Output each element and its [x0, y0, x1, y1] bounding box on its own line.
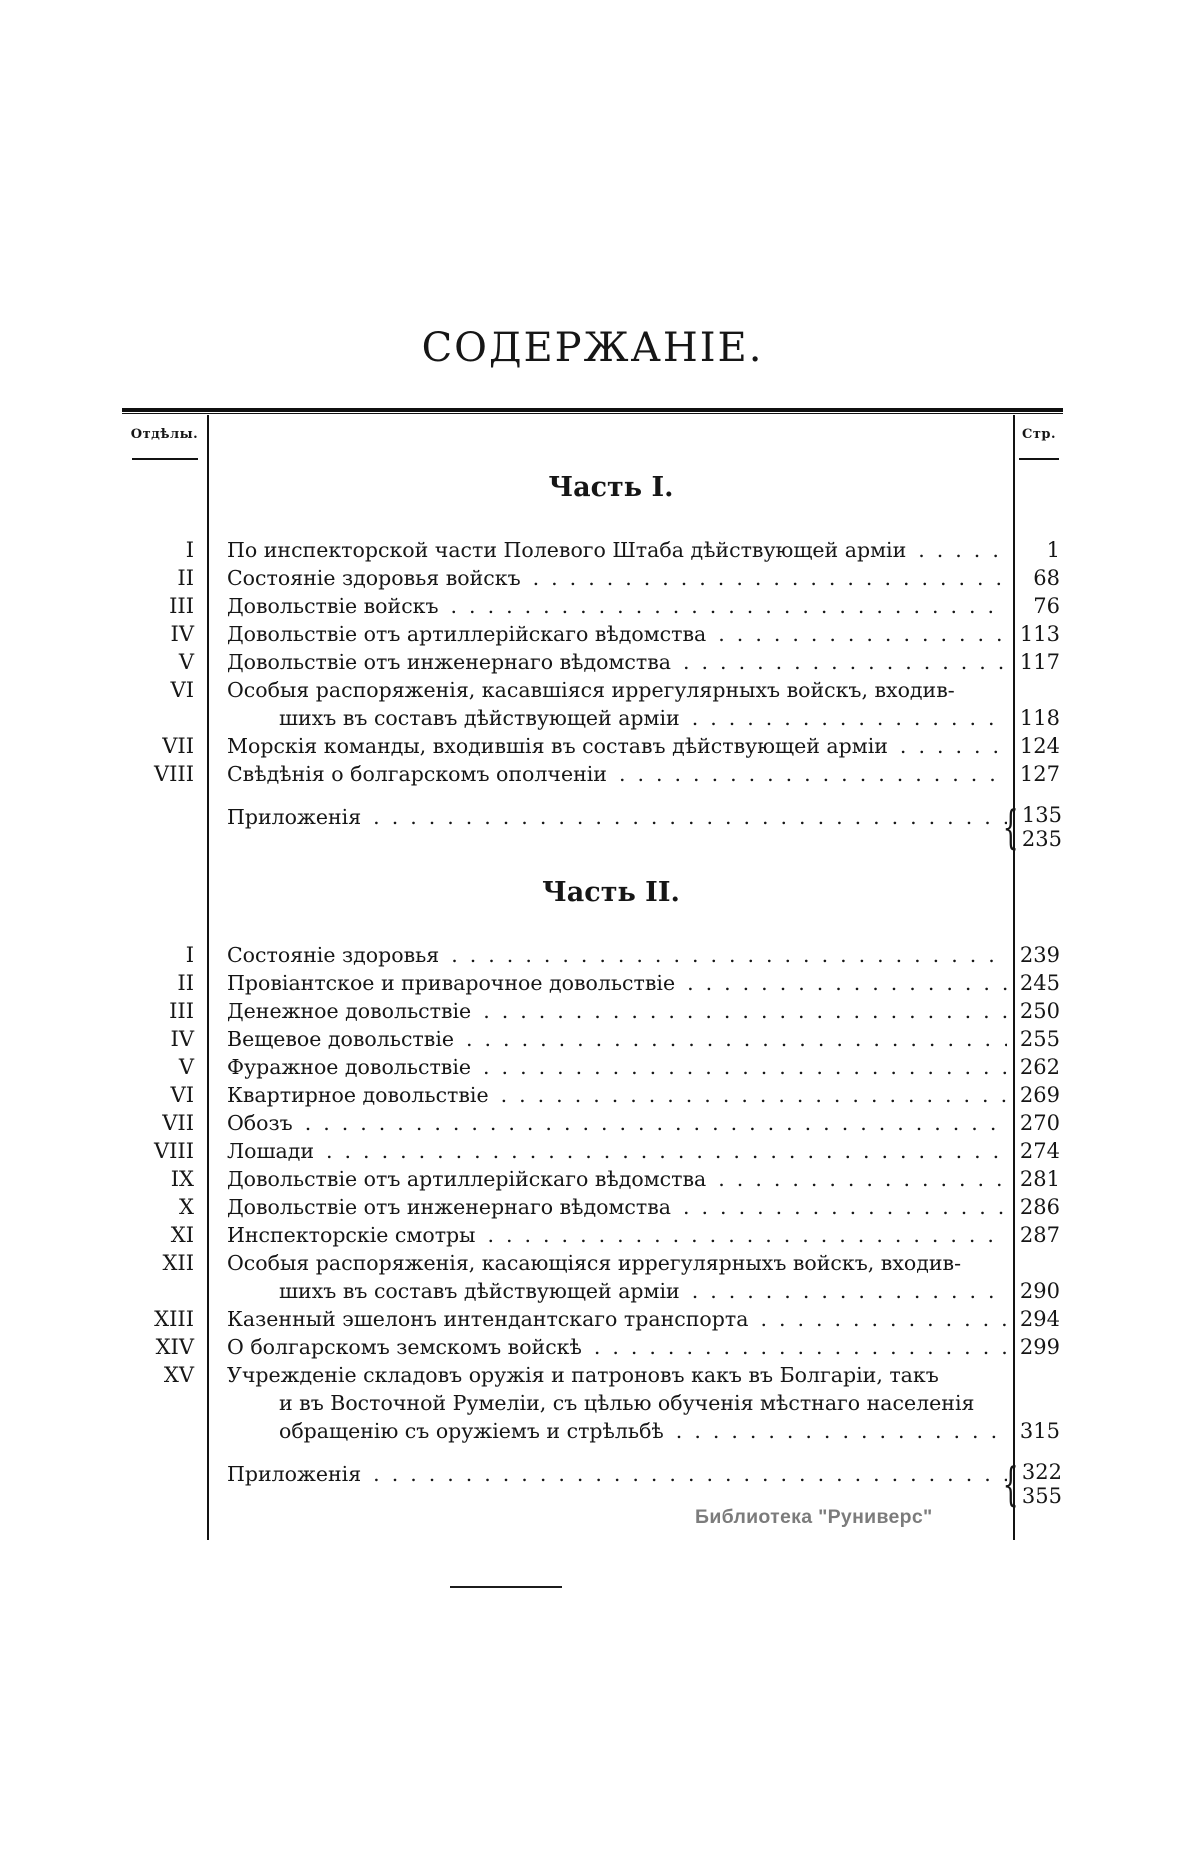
section-numeral: VIII	[153, 1139, 194, 1163]
section-numeral: XIII	[154, 1307, 194, 1331]
entry-text: Свѣдѣнія о болгарскомъ ополченіи	[227, 762, 607, 786]
entry-text: Довольствіе отъ артиллерійскаго вѣдомства	[227, 1167, 707, 1191]
entry-text: Казенный эшелонъ интендантскаго транспорта	[227, 1307, 749, 1331]
entry-title	[207, 969, 1015, 997]
toc-row	[122, 1109, 1063, 1137]
entry-text: Инспекторскіе смотры	[227, 1223, 476, 1247]
page-number: 315	[1019, 1419, 1060, 1443]
dot-leader	[439, 941, 1007, 969]
page-number-group	[1022, 1460, 1062, 1508]
dot-leader	[671, 648, 1007, 676]
entry-text: Провіантское и приварочное довольствіе	[227, 971, 676, 995]
entry-line	[227, 1081, 1007, 1109]
entry-title	[207, 1361, 1015, 1445]
entry-line	[227, 564, 1007, 592]
entry-title	[207, 1305, 1015, 1333]
page-number: 299	[1019, 1335, 1060, 1359]
entry-title	[207, 676, 1015, 732]
section-numeral: IV	[170, 622, 194, 646]
section-numeral: XIV	[155, 1335, 194, 1359]
entry-text: Морскія команды, входившія въ составъ дѣйствующей арміи	[227, 734, 888, 758]
page-number-cell	[1002, 800, 1063, 854]
entry-text: обращенію съ оружіемъ и стрѣльбѣ	[279, 1419, 664, 1443]
page-header-underline	[1019, 458, 1059, 460]
page-number: 287	[1019, 1223, 1060, 1247]
entry-text: Обозъ	[227, 1111, 293, 1135]
entry-line: Особыя распоряженія, касающіяся иррегулярныхъ войскъ, входив-	[227, 1251, 961, 1275]
page-number-cell	[1002, 1457, 1063, 1511]
section-numeral: III	[169, 999, 194, 1023]
entry-title	[207, 1081, 1015, 1109]
page-brace: {	[1002, 800, 1019, 854]
toc-row	[122, 620, 1063, 648]
page-number: 239	[1019, 943, 1060, 967]
section-numeral: X	[179, 1195, 194, 1219]
page-number: 117	[1019, 650, 1060, 674]
entry-title	[207, 1333, 1015, 1361]
dot-leader	[680, 1277, 1007, 1305]
toc-row	[122, 1193, 1063, 1221]
entry-text: Состояніе здоровья войскъ	[227, 566, 521, 590]
page-brace: {	[1002, 1457, 1019, 1511]
entry-line	[227, 760, 1007, 788]
entry-title	[207, 1109, 1015, 1137]
entry-text: шихъ въ составъ дѣйствующей арміи	[279, 1279, 680, 1303]
toc-row	[122, 800, 1063, 854]
entry-text: шихъ въ составъ дѣйствующей арміи	[279, 706, 680, 730]
entry-line	[227, 997, 1007, 1025]
entry-title	[207, 1193, 1015, 1221]
entry-line	[227, 1165, 1007, 1193]
toc-row	[122, 1081, 1063, 1109]
page-number: 294	[1019, 1307, 1060, 1331]
entry-title	[207, 1249, 1015, 1305]
dot-leader	[361, 803, 1007, 831]
entry-line	[227, 803, 1007, 831]
entry-line	[227, 969, 1007, 997]
section-numeral: XV	[163, 1363, 194, 1387]
dot-leader	[293, 1109, 1007, 1137]
toc-row	[122, 1333, 1063, 1361]
toc-row	[122, 1305, 1063, 1333]
entry-title	[207, 592, 1015, 620]
toc-row	[122, 969, 1063, 997]
section-numeral: VI	[170, 1083, 194, 1107]
section-numeral: VII	[162, 734, 194, 758]
table-vertical-rule-right	[1013, 415, 1015, 1540]
entry-title	[207, 1053, 1015, 1081]
section-numeral: V	[178, 1055, 194, 1079]
entry-line	[227, 1025, 1007, 1053]
toc-row	[122, 648, 1063, 676]
section-numeral: III	[169, 594, 194, 618]
section-end-divider	[450, 1586, 562, 1588]
page-number: 124	[1019, 734, 1060, 758]
entry-title	[207, 1221, 1015, 1249]
entry-text: Довольствіе отъ артиллерійскаго вѣдомства	[227, 622, 707, 646]
dot-leader	[439, 592, 1007, 620]
entry-title	[207, 1460, 1015, 1488]
toc-row	[122, 676, 1063, 732]
entry-text: Приложенія	[227, 1462, 362, 1486]
toc-row	[122, 941, 1063, 969]
dot-leader	[471, 1053, 1007, 1081]
page-number: 76	[1033, 594, 1060, 618]
page-number: 135	[1021, 803, 1062, 827]
entry-line	[227, 1277, 1007, 1305]
entry-title	[207, 1137, 1015, 1165]
library-watermark: Библиотека "Руниверс"	[695, 1506, 933, 1528]
dot-leader	[748, 1305, 1007, 1333]
page-number-group	[1022, 803, 1062, 851]
section-numeral: IV	[170, 1027, 194, 1051]
section-numeral: VII	[162, 1111, 194, 1135]
section-numeral: I	[185, 538, 194, 562]
entry-line	[227, 1417, 1007, 1445]
section-numeral: XII	[162, 1251, 194, 1275]
page-number: 262	[1019, 1055, 1060, 1079]
sections-header-underline	[132, 458, 198, 460]
entry-title	[207, 997, 1015, 1025]
entry-text: Довольствіе отъ инженернаго вѣдомства	[227, 650, 672, 674]
page-number: 68	[1033, 566, 1060, 590]
dot-leader	[475, 1221, 1007, 1249]
entry-text: Квартирное довольствіе	[227, 1083, 489, 1107]
part-heading: Часть I.	[548, 472, 674, 503]
toc-row	[122, 1165, 1063, 1193]
entry-title	[207, 620, 1015, 648]
dot-leader	[361, 1460, 1007, 1488]
entry-title	[207, 1165, 1015, 1193]
toc-row	[122, 760, 1063, 788]
section-numeral: VI	[170, 678, 194, 702]
page-content	[122, 0, 1063, 1588]
entry-line	[227, 1109, 1007, 1137]
dot-leader	[706, 620, 1007, 648]
entry-title	[207, 648, 1015, 676]
entry-text: Лошади	[227, 1139, 315, 1163]
entry-line	[227, 1333, 1007, 1361]
page-number: 113	[1019, 622, 1060, 646]
dot-leader	[888, 732, 1007, 760]
section-numeral: IX	[170, 1167, 194, 1191]
toc-table	[122, 408, 1063, 1540]
entry-title	[207, 732, 1015, 760]
dot-leader	[471, 997, 1007, 1025]
dot-leader	[314, 1137, 1007, 1165]
toc-row	[122, 732, 1063, 760]
section-numeral: V	[178, 650, 194, 674]
entry-title	[207, 941, 1015, 969]
entry-line	[227, 592, 1007, 620]
part-heading: Часть II.	[542, 877, 680, 908]
entry-line: Особыя распоряженія, касавшіяся иррегулярныхъ войскъ, входив-	[227, 678, 955, 702]
toc-row	[122, 592, 1063, 620]
sections-column-header	[122, 427, 207, 460]
entry-line	[227, 648, 1007, 676]
dot-leader	[582, 1333, 1007, 1361]
dot-leader	[906, 536, 1007, 564]
dot-leader	[664, 1417, 1007, 1445]
dot-leader	[706, 1165, 1007, 1193]
toc-row	[122, 1025, 1063, 1053]
entry-line	[227, 704, 1007, 732]
entry-text: Приложенія	[227, 805, 362, 829]
table-vertical-rule-left	[207, 415, 209, 1540]
toc-parts	[122, 472, 1063, 1511]
toc-row	[122, 1361, 1063, 1445]
entry-text: По инспекторской части Полевого Штаба дѣйствующей арміи	[227, 538, 907, 562]
entry-text: Денежное довольствіе	[227, 999, 472, 1023]
page-number: 286	[1019, 1195, 1060, 1219]
section-numeral: VIII	[153, 762, 194, 786]
dot-leader	[454, 1025, 1007, 1053]
dot-leader	[521, 564, 1007, 592]
page-number: 290	[1019, 1279, 1060, 1303]
entry-line	[227, 732, 1007, 760]
entry-line	[227, 1137, 1007, 1165]
toc-row	[122, 1137, 1063, 1165]
entry-line	[227, 1193, 1007, 1221]
page-column-header	[1015, 427, 1063, 460]
page-number: 270	[1019, 1111, 1060, 1135]
dot-leader	[607, 760, 1007, 788]
entry-title	[207, 760, 1015, 788]
page-number: 118	[1019, 706, 1060, 730]
entry-title	[207, 536, 1015, 564]
entry-title	[207, 803, 1015, 831]
entry-text: Фуражное довольствіе	[227, 1055, 472, 1079]
sections-column-label: Отдѣлы.	[130, 427, 199, 442]
section-numeral: II	[177, 971, 194, 995]
entry-line	[227, 1053, 1007, 1081]
entry-title	[207, 1025, 1015, 1053]
dot-leader	[680, 704, 1007, 732]
page-number: 235	[1021, 827, 1062, 851]
entry-text: О болгарскомъ земскомъ войскѣ	[227, 1335, 582, 1359]
entry-line	[227, 1305, 1007, 1333]
title-column-header	[207, 427, 1015, 460]
section-numeral: I	[185, 943, 194, 967]
entry-line	[227, 536, 1007, 564]
toc-row	[122, 536, 1063, 564]
page-title: СОДЕРЖАНІЕ.	[421, 325, 764, 371]
entry-text: Довольствіе войскъ	[227, 594, 439, 618]
entry-text: Вещевое довольствіе	[227, 1027, 455, 1051]
page-number: 322	[1021, 1460, 1062, 1484]
toc-row	[122, 1457, 1063, 1511]
dot-leader	[489, 1081, 1007, 1109]
section-numeral: XI	[170, 1223, 194, 1247]
page-number: 255	[1019, 1027, 1060, 1051]
section-numeral: II	[177, 566, 194, 590]
toc-row	[122, 564, 1063, 592]
page-number: 274	[1019, 1139, 1060, 1163]
entry-line	[227, 1460, 1007, 1488]
page-number: 245	[1019, 971, 1060, 995]
page-number: 355	[1021, 1484, 1062, 1508]
page-number: 250	[1019, 999, 1060, 1023]
toc-row	[122, 1249, 1063, 1305]
page-number: 281	[1019, 1167, 1060, 1191]
toc-row	[122, 1053, 1063, 1081]
page-number: 1	[1046, 538, 1060, 562]
entry-line: и въ Восточной Румеліи, съ цѣлью обученія мѣстнаго населенія	[279, 1391, 975, 1415]
page-column-label: Стр.	[1021, 427, 1057, 442]
dot-leader	[675, 969, 1007, 997]
entry-line	[227, 941, 1007, 969]
entry-text: Состояніе здоровья	[227, 943, 440, 967]
entry-title	[207, 564, 1015, 592]
table-header-row	[122, 414, 1063, 460]
entry-line	[227, 620, 1007, 648]
dot-leader	[671, 1193, 1007, 1221]
toc-row	[122, 997, 1063, 1025]
entry-text: Довольствіе отъ инженернаго вѣдомства	[227, 1195, 672, 1219]
page-number: 269	[1019, 1083, 1060, 1107]
page-number: 127	[1019, 762, 1060, 786]
entry-line: Учрежденіе складовъ оружія и патроновъ какъ въ Болгаріи, такъ	[227, 1363, 939, 1387]
entry-line	[227, 1221, 1007, 1249]
toc-row	[122, 1221, 1063, 1249]
